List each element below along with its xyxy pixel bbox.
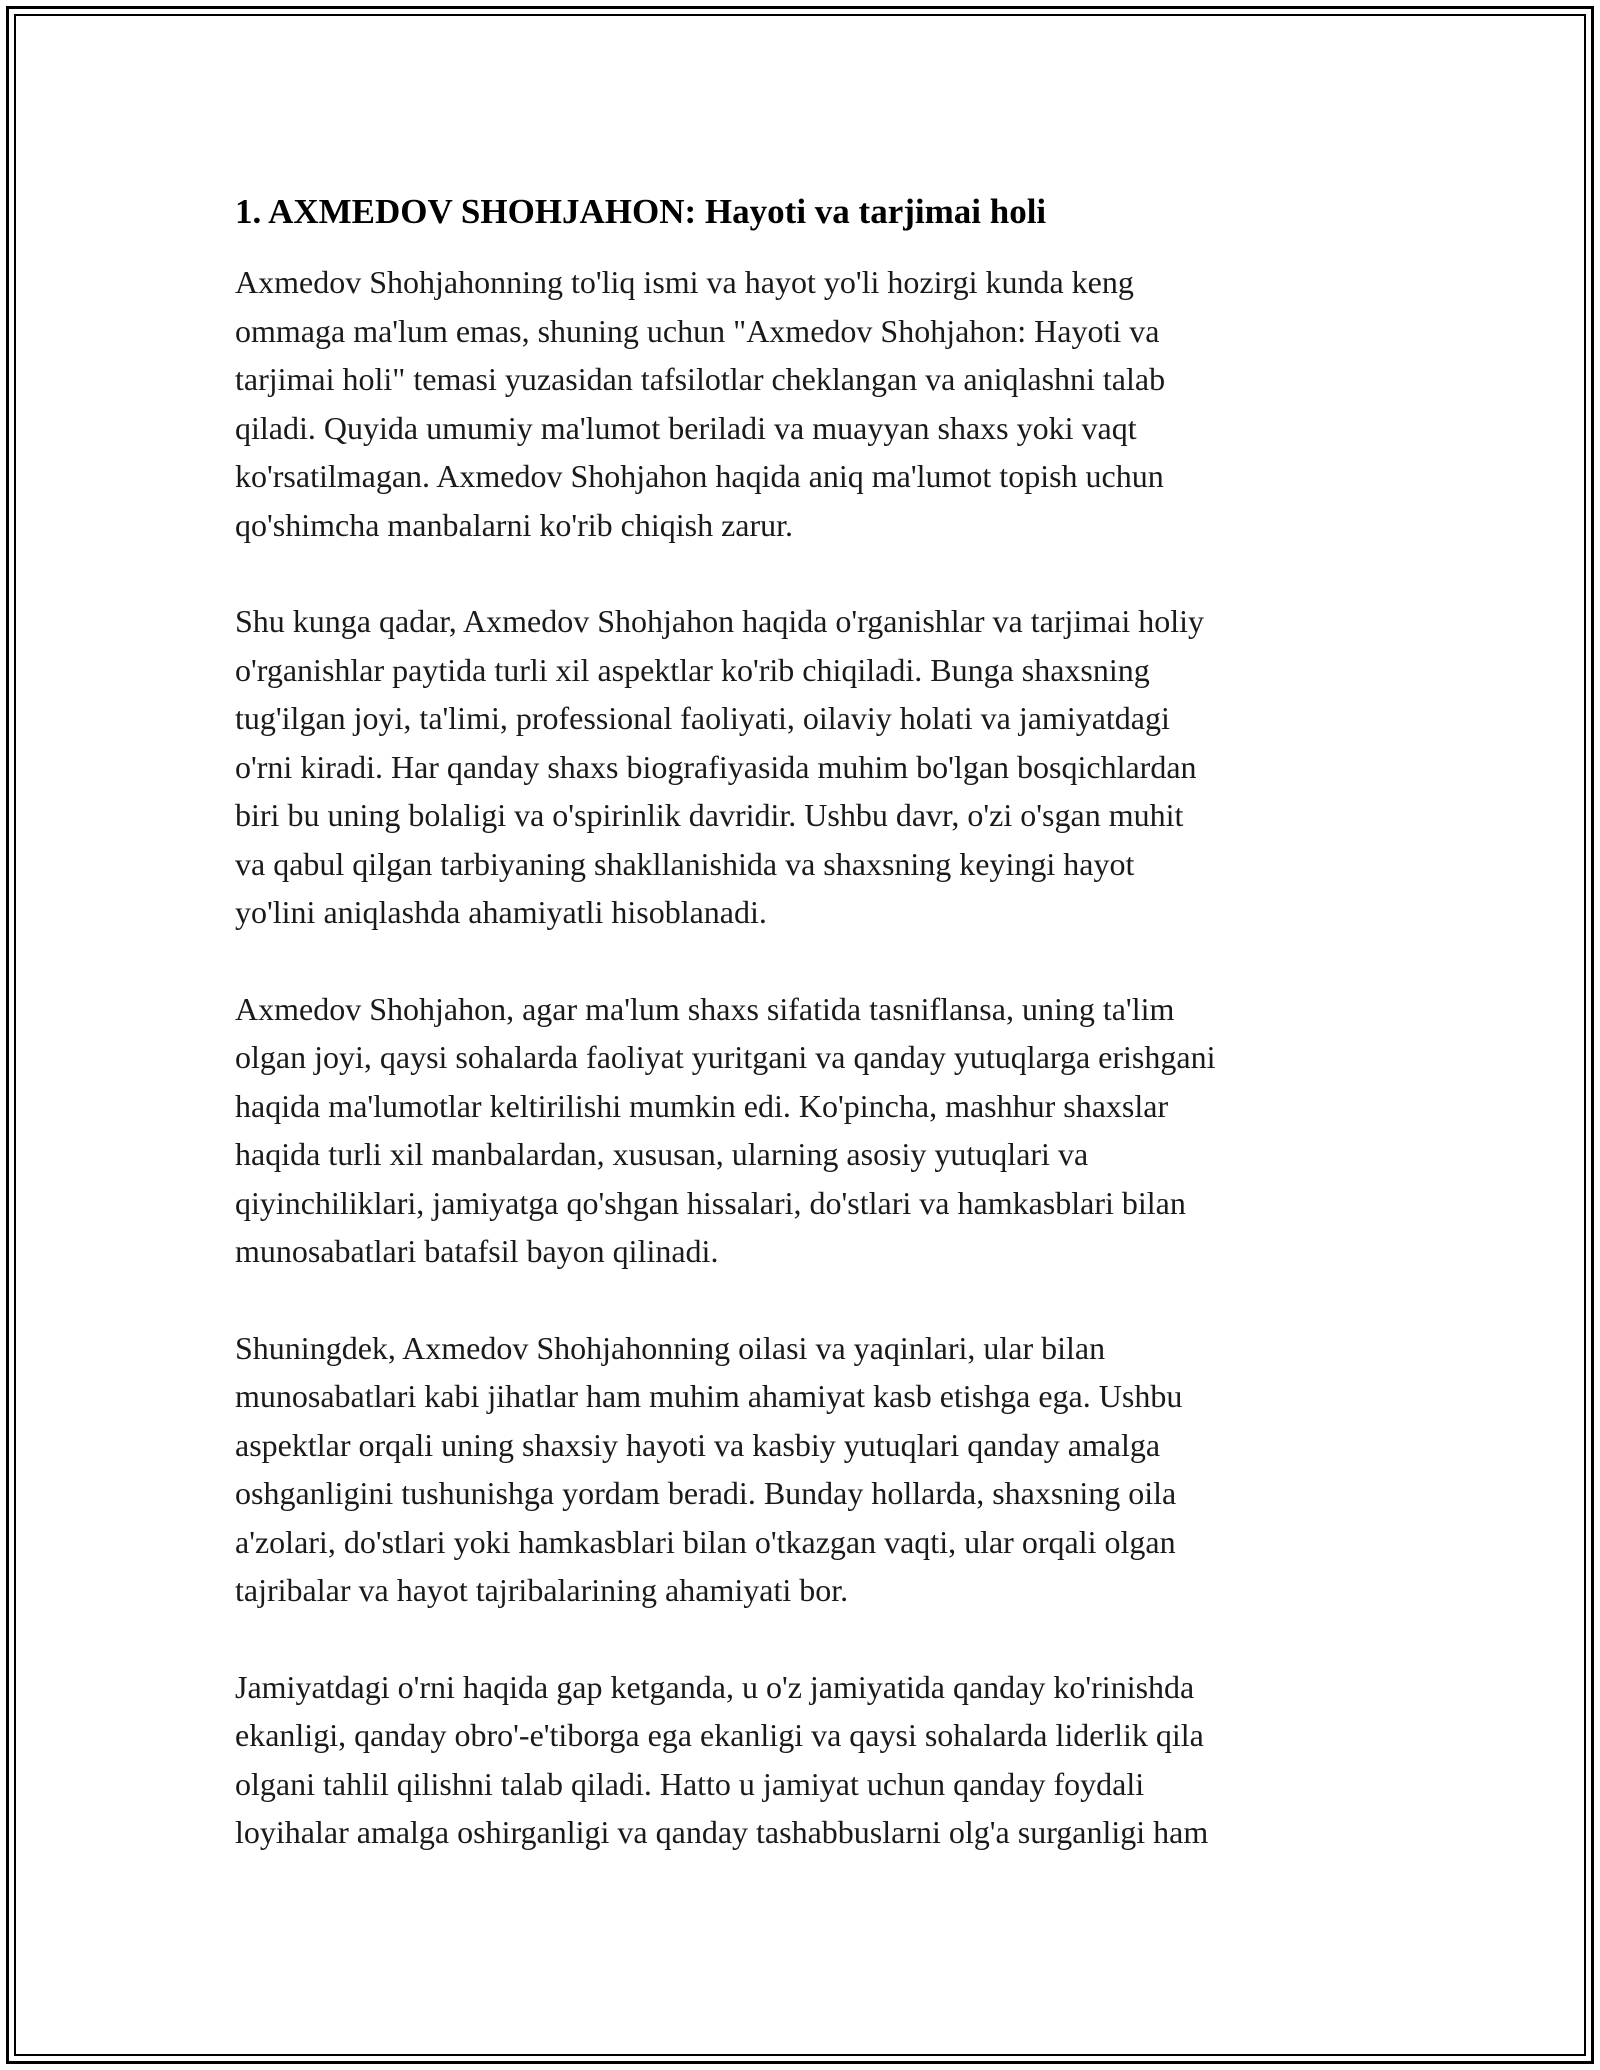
text-line: qiyinchiliklari, jamiyatga qo'shgan hissalari, do'stlari va hamkasblari bilan — [235, 1184, 1186, 1221]
text-line: Shuningdek, Axmedov Shohjahonning oilasi va yaqinlari, ular bilan — [235, 1329, 1106, 1366]
document-body — [235, 188, 1375, 1857]
text-line: a'zolari, do'stlari yoki hamkasblari bilan o'tkazgan vaqti, ular orqali olgan — [235, 1523, 1176, 1560]
text-line: yo'lini aniqlashda ahamiyatli hisoblanadi. — [235, 894, 767, 930]
text-line: loyihalar amalga oshirganligi va qanday tashabbuslarni olg'a surganligi ham — [235, 1814, 1209, 1850]
text-line: munosabatlari batafsil bayon qilinadi. — [235, 1233, 719, 1269]
text-line: aspektlar orqali uning shaxsiy hayoti va kasbiy yutuqlari qanday amalga — [235, 1426, 1161, 1463]
text-line: haqida turli xil manbalardan, xususan, ularning asosiy yutuqlari va — [235, 1136, 1089, 1172]
text-line: Jamiyatdagi o'rni haqida gap ketganda, u o'z jamiyatida qanday ko'rinishda — [235, 1668, 1195, 1705]
text-line: Axmedov Shohjahonning to'liq ismi va hayot yo'li hozirgi kunda keng — [235, 264, 1134, 300]
paragraph — [235, 985, 1375, 1276]
text-line: o'rganishlar paytida turli xil aspektlar ko'rib chiqiladi. Bunga shaxsning — [235, 651, 1150, 688]
text-line: ommaga ma'lum emas, shuning uchun "Axmedov Shohjahon: Hayoti va — [235, 312, 1160, 349]
text-line: olgan joyi, qaysi sohalarda faoliyat yuritgani va qanday yutuqlarga erishgani — [235, 1039, 1216, 1075]
text-line: biri bu uning bolaligi va o'spirinlik davridir. Ushbu davr, o'zi o'sgan muhit — [235, 797, 1184, 833]
paragraph — [235, 1663, 1375, 1857]
text-line: oshganligini tushunishga yordam beradi. Bunday hollarda, shaxsning oila — [235, 1475, 1177, 1511]
section-heading: 1. AXMEDOV SHOHJAHON: Hayoti va tarjimai holi — [235, 192, 1047, 231]
text-line: va qabul qilgan tarbiyaning shakllanishida va shaxsning keyingi hayot — [235, 845, 1135, 882]
paragraph — [235, 597, 1375, 937]
text-line: munosabatlari kabi jihatlar ham muhim ahamiyat kasb etishga ega. Ushbu — [235, 1378, 1183, 1414]
text-line: qo'shimcha manbalarni ko'rib chiqish zarur. — [235, 506, 794, 543]
text-line: tarjimai holi" temasi yuzasidan tafsilotlar cheklangan va aniqlashni talab — [235, 361, 1166, 397]
text-line: tajribalar va hayot tajribalarining ahamiyati bor. — [235, 1572, 849, 1608]
text-line: olgani tahlil qilishni talab qiladi. Hatto u jamiyat uchun qanday foydali — [235, 1765, 1145, 1802]
paragraph — [235, 258, 1375, 549]
text-line: haqida ma'lumotlar keltirilishi mumkin edi. Ko'pincha, mashhur shaxslar — [235, 1087, 1169, 1124]
text-line: o'rni kiradi. Har qanday shaxs biografiyasida muhim bo'lgan bosqichlardan — [235, 748, 1197, 785]
text-line: ekanligi, qanday obro'-e'tiborga ega ekanligi va qaysi sohalarda liderlik qila — [235, 1717, 1204, 1753]
paragraph — [235, 1324, 1375, 1615]
paragraph-list — [235, 258, 1375, 1857]
text-line: ko'rsatilmagan. Axmedov Shohjahon haqida aniq ma'lumot topish uchun — [235, 458, 1164, 494]
text-line: Shu kunga qadar, Axmedov Shohjahon haqida o'rganishlar va tarjimai holiy — [235, 603, 1205, 639]
text-line: Axmedov Shohjahon, agar ma'lum shaxs sifatida tasniflansa, uning ta'lim — [235, 990, 1175, 1027]
text-line: qiladi. Quyida umumiy ma'lumot beriladi va muayyan shaxs yoki vaqt — [235, 409, 1137, 446]
text-line: tug'ilgan joyi, ta'limi, professional faoliyati, oilaviy holati va jamiyatdagi — [235, 700, 1170, 736]
